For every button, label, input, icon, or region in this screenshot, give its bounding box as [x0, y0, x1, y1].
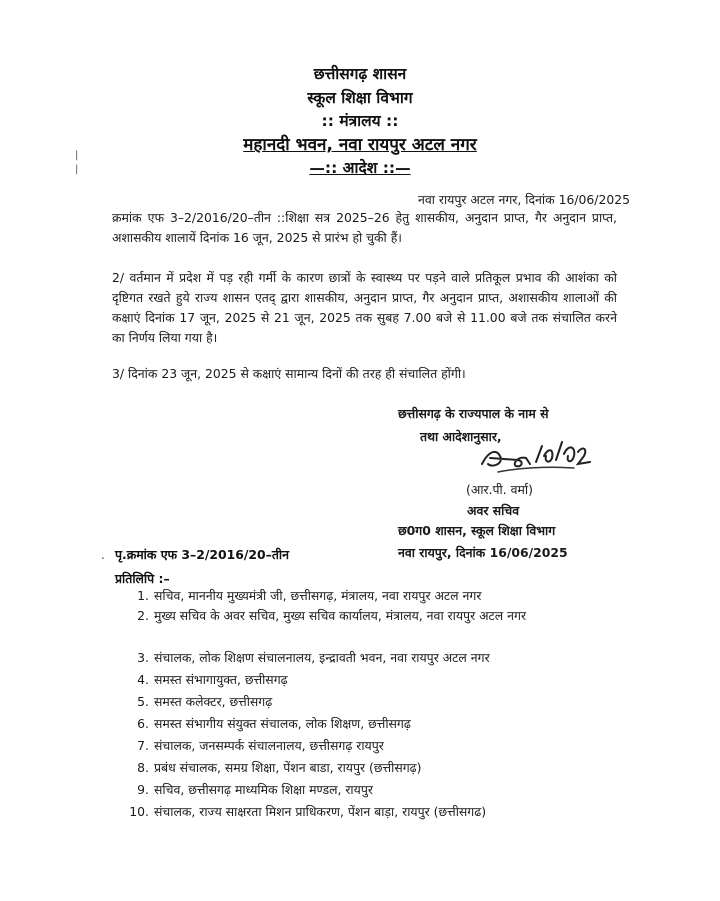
list-item-text: समस्त संभागायुक्त, छत्तीसगढ़ [154, 672, 288, 687]
order-paragraph-2: 2/ वर्तमान में प्रदेश में पड़ रही गर्मी के कारण छात्रों के स्वास्थ्य पर पड़ने वाले प्रतिकूल प्रभाव की आशंका को दृष्टिगत रखते हुये राज्य शासन एतद् द्वारा शासकीय, अनुदान प्राप्त, गैर अनुदान प्राप्त, अशासकीय शालाओं की कक्षाएं दिनांक 17 जून, 2025 से 21 जून, 2025 तक सुबह 7.00 बजे से 11.00 बजे तक संचालित करने का निर्णय लिया गया है। [112, 270, 617, 345]
header-department: स्कूल शिक्षा विभाग [307, 89, 413, 107]
signature-order-line: तथा आदेशानुसार, [420, 429, 502, 444]
handwritten-signature-icon [478, 434, 598, 484]
list-item-number: 3. [137, 650, 149, 665]
header-order-title: —:: आदेश ::— [309, 159, 411, 177]
list-item-text: समस्त संभागीय संयुक्त संचालक, लोक शिक्षण, छत्तीसगढ़ [154, 716, 411, 731]
list-item-number: 7. [137, 738, 149, 753]
header-address: महानदी भवन, नवा रायपुर अटल नगर [243, 135, 477, 155]
list-item-number: 6. [137, 716, 149, 731]
bullet-mark: . [101, 548, 105, 562]
list-item-text: सचिव, छत्तीसगढ़ माध्यमिक शिक्षा मण्डल, रायपुर [154, 782, 373, 797]
list-item-number: 5. [137, 694, 149, 709]
list-item-number: 4. [137, 672, 149, 687]
list-item-number: 9. [137, 782, 149, 797]
order-paragraph-1: क्रमांक एफ 3–2/2016/20–तीन ::शिक्षा सत्र 2025–26 हेतु शासकीय, अनुदान प्राप्त, गैर अनुदान प्राप्त, अशासकीय शालायें दिनांक 16 जून, 2025 से प्रारंभ हो चुकी हैं। [112, 210, 617, 245]
signatory-place-date: नवा रायपुर, दिनांक 16/06/2025 [398, 545, 568, 560]
signatory-designation: अवर सचिव [467, 503, 520, 518]
signature-authority-line: छत्तीसगढ़ के राज्यपाल के नाम से [398, 406, 549, 421]
list-item-text: संचालक, लोक शिक्षण संचालनालय, इन्द्रावती भवन, नवा रायपुर अटल नगर [154, 650, 490, 665]
endorsement-reference: पृ.क्रमांक एफ 3–2/2016/20–तीन [115, 547, 289, 562]
list-item-number: 1. [137, 588, 149, 603]
header-government: छत्तीसगढ़ शासन [313, 65, 407, 83]
list-item-number: 2. [137, 608, 149, 623]
list-item-text: संचालक, जनसम्पर्क संचालनालय, छत्तीसगढ़ रायपुर [154, 738, 384, 753]
margin-mark: | [75, 164, 79, 175]
order-paragraph-3: 3/ दिनांक 23 जून, 2025 से कक्षाएं सामान्य दिनों की तरह ही संचालित होंगी। [112, 366, 466, 381]
list-item-text: प्रबंध संचालक, समग्र शिक्षा, पेंशन बाडा, रायपुर (छत्तीसगढ़) [154, 760, 422, 775]
list-item-text: समस्त कलेक्टर, छत्तीसगढ़ [154, 694, 273, 709]
order-date-line: नवा रायपुर अटल नगर, दिनांक 16/06/2025 [417, 192, 630, 207]
signatory-department: छ0ग0 शासन, स्कूल शिक्षा विभाग [398, 523, 556, 538]
copy-to-label: प्रतिलिपि :– [115, 571, 170, 586]
header-ministry: :: मंत्रालय :: [321, 112, 399, 130]
list-item-text: सचिव, माननीय मुख्यमंत्री जी, छत्तीसगढ़, मंत्रालय, नवा रायपुर अटल नगर [154, 588, 482, 603]
list-item-number: 8. [137, 760, 149, 775]
margin-mark: | [75, 150, 79, 161]
signatory-name: (आर.पी. वर्मा) [466, 482, 533, 497]
list-item-text: मुख्य सचिव के अवर सचिव, मुख्य सचिव कार्यालय, मंत्रालय, नवा रायपुर अटल नगर [154, 608, 527, 623]
list-item-number: 10. [129, 804, 149, 819]
list-item-text: संचालक, राज्य साक्षरता मिशन प्राधिकरण, पेंशन बाड़ा, रायपुर (छत्तीसगढ) [154, 804, 487, 819]
